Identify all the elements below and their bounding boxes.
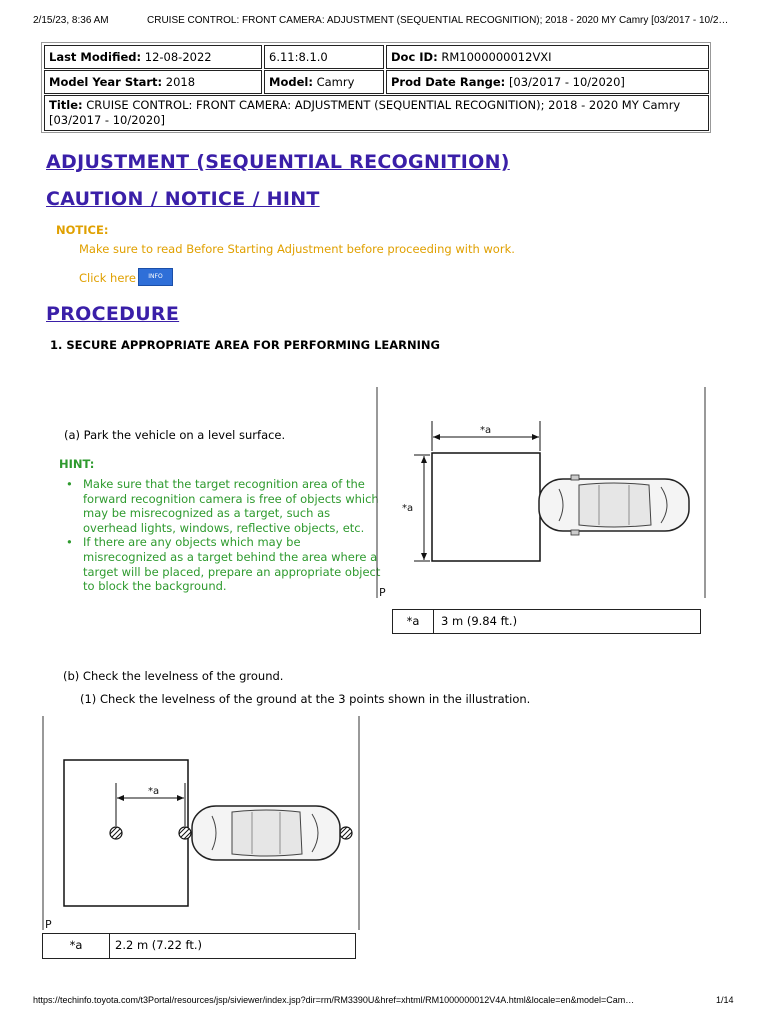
fig2-legend-value: 2.2 m (7.22 ft.) (115, 938, 203, 952)
last-modified-value: 12-08-2022 (144, 50, 212, 64)
hint-1-line-2: forward recognition camera is free of objects which (83, 491, 379, 506)
figure-1-legend-table (392, 609, 701, 634)
model-year-value: 2018 (165, 75, 196, 89)
fig1-dim-label-v: *a (402, 503, 414, 514)
info-button[interactable]: INFO (138, 268, 173, 286)
fig2-legend-key: *a (43, 934, 110, 958)
hint-2-line-2: misrecognized as a target behind the area where a (83, 549, 378, 564)
hint-1-line-3: may be misrecognized as a target, such as (83, 506, 331, 521)
print-title: CRUISE CONTROL: FRONT CAMERA: ADJUSTMENT (SEQUENTIAL RECOGNITION); 2018 - 2020 MY Camry [03/2017 - 10/2… (147, 15, 729, 26)
hint-item-2 (66, 535, 380, 593)
step-b-text: (b) Check the levelness of the ground. (63, 669, 284, 683)
hint-1-line-4: overhead lights, windows, reflective objects, etc. (83, 520, 365, 535)
fig2-corner-label: P (45, 918, 52, 930)
title-cell (44, 95, 709, 131)
version-cell (264, 45, 384, 69)
doc-id-label: Doc ID: (391, 50, 438, 64)
measure-point-icon (179, 827, 191, 839)
click-here-text: Click here (79, 271, 136, 285)
last-modified-cell (44, 45, 262, 69)
measure-point-icon (110, 827, 122, 839)
car-icon (192, 806, 340, 860)
prod-range-cell (386, 70, 709, 94)
doc-id-cell (386, 45, 709, 69)
model-year-label: Model Year Start: (49, 75, 163, 89)
notice-text: Make sure to read Before Starting Adjustment before proceeding with work. (79, 242, 515, 256)
print-page-number: 1/14 (716, 995, 734, 1005)
model-value: Camry (316, 75, 355, 89)
hint-2-line-4: to block the background. (83, 579, 227, 594)
figure-level-check (42, 716, 360, 930)
hint-2-line-1: If there are any objects which may be (83, 535, 301, 550)
step-1-title: 1. SECURE APPROPRIATE AREA FOR PERFORMING LEARNING (50, 338, 440, 352)
fig1-legend-value: 3 m (9.84 ft.) (441, 614, 518, 628)
fig1-dim-label-h: *a (480, 425, 492, 436)
fig1-corner-label: P (379, 586, 386, 598)
document-meta-table (41, 42, 711, 133)
heading-caution[interactable]: CAUTION / NOTICE / HINT (46, 188, 320, 210)
model-year-cell (44, 70, 262, 94)
model-label: Model: (269, 75, 313, 89)
hint-2-line-3: target will be placed, prepare an appropriate object (83, 564, 381, 579)
fig2-dim-label: *a (148, 786, 160, 797)
heading-procedure[interactable]: PROCEDURE (46, 303, 180, 325)
model-cell (264, 70, 384, 94)
hint-1-line-1: Make sure that the target recognition area of the (83, 477, 365, 491)
step-b1-text: (1) Check the levelness of the ground at the 3 points shown in the illustration. (80, 692, 531, 706)
print-date: 2/15/23, 8:36 AM (33, 15, 109, 26)
title-value-line2: [03/2017 - 10/2020] (49, 113, 165, 127)
step-a-text: (a) Park the vehicle on a level surface. (64, 428, 286, 442)
title-value-line1: CRUISE CONTROL: FRONT CAMERA: ADJUSTMENT (SEQUENTIAL RECOGNITION); 2018 - 2020 MY Camry (86, 98, 681, 112)
hint-item-1 (66, 477, 380, 535)
hint-label: HINT: (59, 457, 95, 471)
fig1-legend-key: *a (393, 610, 434, 633)
print-url: https://techinfo.toyota.com/t3Portal/resources/jsp/siviewer/index.jsp?dir=rm/RM3390U&href=xhtml/RM1000000012V4A.html&locale=en&model=Cam… (33, 995, 635, 1005)
hint-list (66, 477, 380, 594)
heading-adjustment[interactable]: ADJUSTMENT (SEQUENTIAL RECOGNITION) (46, 151, 510, 173)
figure-2-legend-table (42, 933, 356, 959)
car-icon (539, 475, 689, 535)
figure-1-illustration (376, 387, 706, 598)
prod-range-value: [03/2017 - 10/2020] (508, 75, 625, 89)
title-label: Title: (49, 98, 83, 112)
figure-2-illustration (42, 716, 360, 930)
figure-target-area (376, 387, 706, 598)
version-value: 6.11:8.1.0 (269, 50, 328, 64)
doc-id-value: RM1000000012VXI (441, 50, 552, 64)
prod-range-label: Prod Date Range: (391, 75, 506, 89)
last-modified-label: Last Modified: (49, 50, 142, 64)
measure-point-icon (340, 827, 352, 839)
notice-label: NOTICE: (56, 223, 109, 237)
